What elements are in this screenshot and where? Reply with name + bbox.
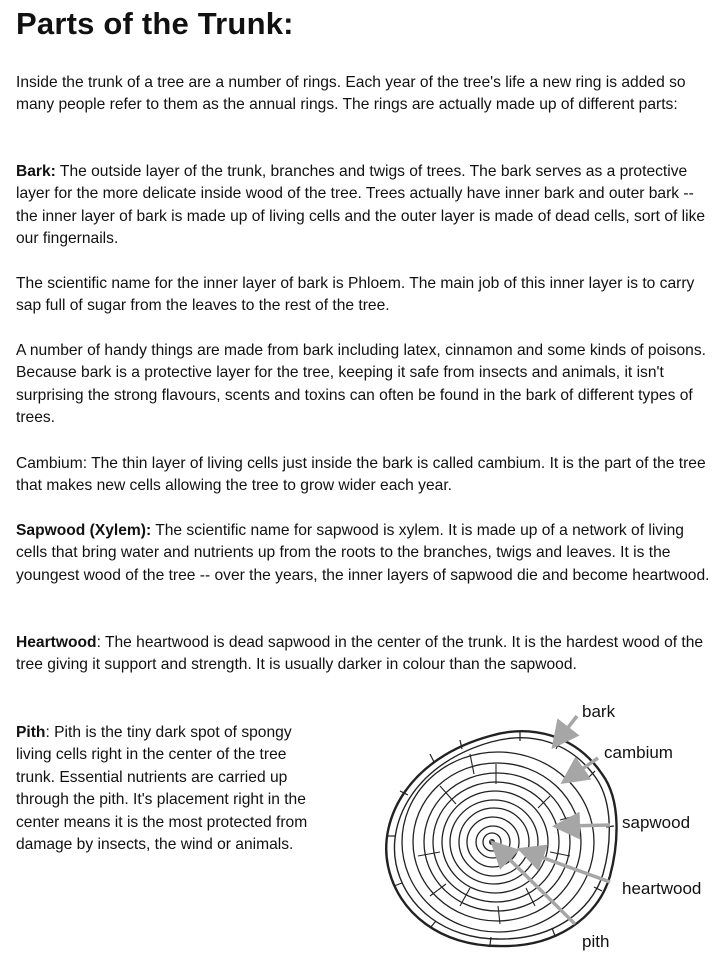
label-bark: bark (582, 702, 616, 721)
phloem-text: The scientific name for the inner layer of bark is Phloem. The main job of this inner layer is to carry sap full of sugar from the leaves to the rest of the tree. (16, 275, 695, 315)
intro-paragraph (16, 72, 714, 117)
trunk-diagram (370, 696, 720, 960)
heartwood-text: : The heartwood is dead sapwood in the center of the trunk. It is the hardest wood of the tree giving it support and strength. It is usually darker in colour than the sapwood. (16, 634, 704, 674)
label-heartwood: heartwood (622, 879, 702, 898)
label-sapwood: sapwood (622, 813, 691, 832)
pith-dot (489, 839, 495, 845)
cambium-text: Cambium: The thin layer of living cells just inside the bark is called cambium. It is the part of the tree that makes new cells allowing the tree to grow wider each year. (16, 455, 706, 495)
heartwood-term: Heartwood (16, 634, 97, 651)
sapwood-paragraph (16, 520, 714, 587)
bark-term: Bark: (16, 163, 56, 180)
phloem-paragraph (16, 273, 714, 318)
bark-paragraph (16, 161, 714, 251)
label-pith: pith (582, 932, 610, 951)
cambium-paragraph (16, 453, 714, 498)
bark-products-text: A number of handy things are made from bark including latex, cinnamon and some kinds of poisons. Because bark is a protective layer for the tree, keeping it safe from insects and animals, it isn't surprising the strong flavours, scents and toxins can often be found in the bark of different types of trees. (16, 342, 706, 427)
intro-text: Inside the trunk of a tree are a number of rings. Each year of the tree's life a new ring is added so many people refer to them as the annual rings. The rings are actually made up of different parts: (16, 74, 686, 114)
sapwood-term: Sapwood (Xylem): (16, 522, 152, 539)
pith-text: : Pith is the tiny dark spot of spongy living cells right in the center of the tree trunk. Essential nutrients are carried up through the pith. It's placement right in the center means it is the most protected from damage by insects, the wind or animals. (16, 724, 308, 854)
bark-text: The outside layer of the trunk, branches and twigs of trees. The bark serves as a protective layer for the more delicate inside wood of the tree. Trees actually have inner bark and outer bark -- the inner layer of bark is made up of living cells and the outer layer is made of dead cells, sort of like our fingernails. (16, 163, 706, 248)
heartwood-paragraph (16, 632, 714, 677)
pith-paragraph (16, 722, 316, 856)
pith-term: Pith (16, 724, 46, 741)
sapwood-text: The scientific name for sapwood is xylem. It is made up of a network of living cells that bring water and nutrients up from the roots to the branches, twigs and leaves. It is the youngest wood of the tree -- over the years, the inner layers of sapwood die and become heartwood. (16, 522, 710, 584)
bark-products-paragraph (16, 340, 714, 430)
sapwood-arrow (566, 825, 610, 826)
bark-arrow (560, 716, 577, 738)
page-title: Parts of the Trunk: (16, 6, 294, 41)
label-cambium: cambium (604, 743, 673, 762)
